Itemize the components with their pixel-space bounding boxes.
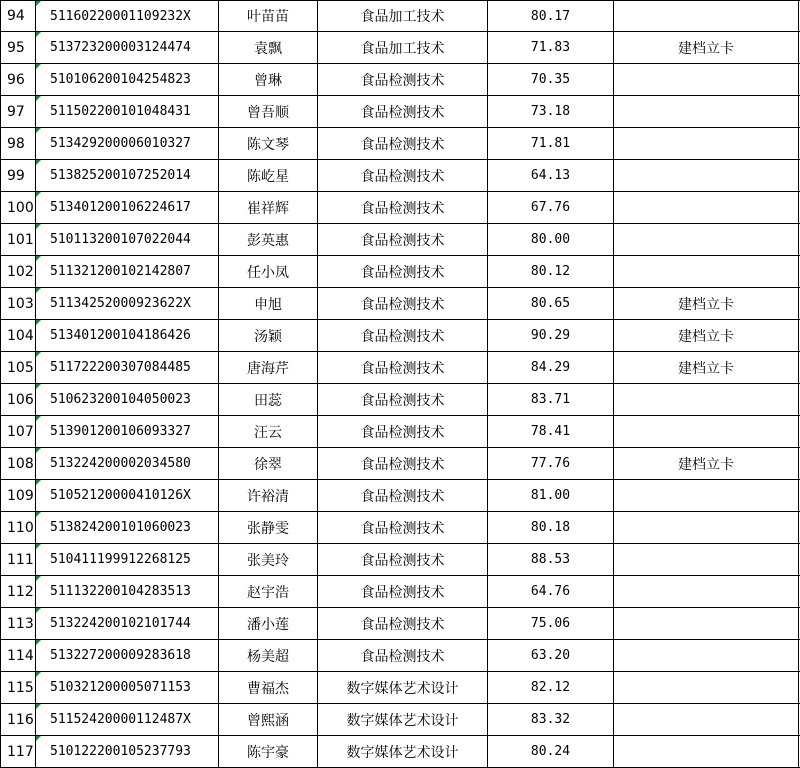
row-number-cell[interactable]: 116 bbox=[1, 704, 36, 736]
name-cell[interactable]: 许裕清 bbox=[219, 480, 318, 512]
table-row bbox=[1, 672, 800, 704]
score-cell[interactable]: 77.76 bbox=[488, 448, 614, 480]
table-row bbox=[1, 544, 800, 576]
id-number-cell[interactable]: 511722200307084485 bbox=[36, 352, 219, 384]
note-cell[interactable] bbox=[614, 576, 799, 608]
row-number-cell[interactable]: 110 bbox=[1, 512, 36, 544]
major-cell[interactable]: 数字媒体艺术设计 bbox=[318, 736, 488, 768]
major-cell[interactable]: 食品检测技术 bbox=[318, 480, 488, 512]
id-number-cell[interactable]: 510411199912268125 bbox=[36, 544, 219, 576]
major-cell[interactable]: 食品检测技术 bbox=[318, 608, 488, 640]
row-number-cell[interactable]: 107 bbox=[1, 416, 36, 448]
score-cell[interactable]: 90.29 bbox=[488, 320, 614, 352]
score-cell[interactable]: 80.17 bbox=[488, 1, 614, 32]
row-number-cell[interactable]: 115 bbox=[1, 672, 36, 704]
name-cell[interactable]: 袁飘 bbox=[219, 32, 318, 64]
note-cell[interactable] bbox=[614, 96, 799, 128]
note-cell[interactable] bbox=[614, 640, 799, 672]
row-number-cell[interactable]: 103 bbox=[1, 288, 36, 320]
score-cell[interactable]: 80.18 bbox=[488, 512, 614, 544]
note-cell[interactable] bbox=[614, 192, 799, 224]
id-number-cell[interactable]: 513401200106224617 bbox=[36, 192, 219, 224]
name-cell[interactable]: 杨美超 bbox=[219, 640, 318, 672]
name-cell[interactable]: 唐海芹 bbox=[219, 352, 318, 384]
major-cell[interactable]: 食品检测技术 bbox=[318, 544, 488, 576]
row-number-cell[interactable]: 98 bbox=[1, 128, 36, 160]
name-cell[interactable]: 崔祥辉 bbox=[219, 192, 318, 224]
major-cell[interactable]: 食品检测技术 bbox=[318, 384, 488, 416]
name-cell[interactable]: 徐翠 bbox=[219, 448, 318, 480]
name-cell[interactable]: 叶苗苗 bbox=[219, 1, 318, 32]
name-cell[interactable]: 申旭 bbox=[219, 288, 318, 320]
name-cell[interactable]: 彭英惠 bbox=[219, 224, 318, 256]
table-row bbox=[1, 640, 800, 672]
note-cell[interactable] bbox=[614, 704, 799, 736]
id-number-cell[interactable]: 510106200104254823 bbox=[36, 64, 219, 96]
row-number-cell[interactable]: 100 bbox=[1, 192, 36, 224]
row-number-cell[interactable]: 96 bbox=[1, 64, 36, 96]
id-number-cell[interactable]: 513825200107252014 bbox=[36, 160, 219, 192]
table-row bbox=[1, 96, 800, 128]
row-number-cell[interactable]: 102 bbox=[1, 256, 36, 288]
id-number-cell[interactable]: 51134252000923622X bbox=[36, 288, 219, 320]
major-cell[interactable]: 食品加工技术 bbox=[318, 1, 488, 32]
major-cell[interactable]: 食品检测技术 bbox=[318, 160, 488, 192]
note-cell[interactable] bbox=[614, 160, 799, 192]
id-number-cell[interactable]: 510321200005071153 bbox=[36, 672, 219, 704]
table-row bbox=[1, 352, 800, 384]
note-cell[interactable] bbox=[614, 224, 799, 256]
major-cell[interactable]: 食品检测技术 bbox=[318, 416, 488, 448]
score-cell[interactable]: 78.41 bbox=[488, 416, 614, 448]
table-row bbox=[1, 224, 800, 256]
row-number-cell[interactable]: 104 bbox=[1, 320, 36, 352]
score-cell[interactable]: 80.24 bbox=[488, 736, 614, 768]
id-number-cell[interactable]: 513824200101060023 bbox=[36, 512, 219, 544]
row-number-cell[interactable]: 117 bbox=[1, 736, 36, 768]
id-number-cell[interactable]: 51052120000410126X bbox=[36, 480, 219, 512]
name-cell[interactable]: 张静雯 bbox=[219, 512, 318, 544]
note-cell[interactable] bbox=[614, 480, 799, 512]
score-cell[interactable]: 64.76 bbox=[488, 576, 614, 608]
name-cell[interactable]: 陈屹星 bbox=[219, 160, 318, 192]
name-cell[interactable]: 汪云 bbox=[219, 416, 318, 448]
id-number-cell[interactable]: 513429200006010327 bbox=[36, 128, 219, 160]
note-cell[interactable] bbox=[614, 128, 799, 160]
row-number-cell[interactable]: 105 bbox=[1, 352, 36, 384]
id-number-cell[interactable]: 51160220001109232X bbox=[36, 1, 219, 32]
note-cell[interactable] bbox=[614, 672, 799, 704]
major-cell[interactable]: 食品检测技术 bbox=[318, 224, 488, 256]
score-cell[interactable]: 80.00 bbox=[488, 224, 614, 256]
row-number-cell[interactable]: 111 bbox=[1, 544, 36, 576]
score-cell[interactable]: 64.13 bbox=[488, 160, 614, 192]
table-row bbox=[1, 448, 800, 480]
name-cell[interactable]: 任小凤 bbox=[219, 256, 318, 288]
id-number-cell[interactable]: 511132200104283513 bbox=[36, 576, 219, 608]
score-cell[interactable]: 84.29 bbox=[488, 352, 614, 384]
table-row bbox=[1, 288, 800, 320]
name-cell[interactable]: 张美玲 bbox=[219, 544, 318, 576]
table-row bbox=[1, 1, 800, 32]
note-cell[interactable]: 建档立卡 bbox=[614, 288, 799, 320]
note-cell[interactable]: 建档立卡 bbox=[614, 320, 799, 352]
note-cell[interactable] bbox=[614, 384, 799, 416]
score-cell[interactable]: 88.53 bbox=[488, 544, 614, 576]
row-number-cell[interactable]: 97 bbox=[1, 96, 36, 128]
score-cell[interactable]: 71.81 bbox=[488, 128, 614, 160]
major-cell[interactable]: 食品检测技术 bbox=[318, 64, 488, 96]
name-cell[interactable]: 潘小莲 bbox=[219, 608, 318, 640]
major-cell[interactable]: 食品检测技术 bbox=[318, 96, 488, 128]
note-cell[interactable] bbox=[614, 1, 799, 32]
id-number-cell[interactable]: 51152420000112487X bbox=[36, 704, 219, 736]
name-cell[interactable]: 曹福杰 bbox=[219, 672, 318, 704]
score-cell[interactable]: 70.35 bbox=[488, 64, 614, 96]
row-number-cell[interactable]: 101 bbox=[1, 224, 36, 256]
name-cell[interactable]: 曾琳 bbox=[219, 64, 318, 96]
row-number-cell[interactable]: 108 bbox=[1, 448, 36, 480]
id-number-cell[interactable]: 513901200106093327 bbox=[36, 416, 219, 448]
note-cell[interactable]: 建档立卡 bbox=[614, 32, 799, 64]
name-cell[interactable]: 曾吾顺 bbox=[219, 96, 318, 128]
name-cell[interactable]: 陈宇豪 bbox=[219, 736, 318, 768]
name-cell[interactable]: 曾熙涵 bbox=[219, 704, 318, 736]
note-cell[interactable] bbox=[614, 608, 799, 640]
row-number-cell[interactable]: 94 bbox=[1, 1, 36, 32]
table-row bbox=[1, 480, 800, 512]
id-number-cell[interactable]: 511321200102142807 bbox=[36, 256, 219, 288]
id-number-cell[interactable]: 511502200101048431 bbox=[36, 96, 219, 128]
major-cell[interactable]: 食品检测技术 bbox=[318, 128, 488, 160]
score-cell[interactable]: 67.76 bbox=[488, 192, 614, 224]
score-cell[interactable]: 71.83 bbox=[488, 32, 614, 64]
row-number-cell[interactable]: 114 bbox=[1, 640, 36, 672]
table-row bbox=[1, 704, 800, 736]
id-number-cell[interactable]: 510623200104050023 bbox=[36, 384, 219, 416]
name-cell[interactable]: 田蕊 bbox=[219, 384, 318, 416]
major-cell[interactable]: 食品加工技术 bbox=[318, 32, 488, 64]
id-number-cell[interactable]: 510122200105237793 bbox=[36, 736, 219, 768]
note-cell[interactable] bbox=[614, 416, 799, 448]
id-number-cell[interactable]: 510113200107022044 bbox=[36, 224, 219, 256]
table-row bbox=[1, 64, 800, 96]
table-row bbox=[1, 256, 800, 288]
table-row bbox=[1, 32, 800, 64]
major-cell[interactable]: 数字媒体艺术设计 bbox=[318, 672, 488, 704]
major-cell[interactable]: 食品检测技术 bbox=[318, 512, 488, 544]
row-number-cell[interactable]: 106 bbox=[1, 384, 36, 416]
table-row bbox=[1, 160, 800, 192]
id-number-cell[interactable]: 513401200104186426 bbox=[36, 320, 219, 352]
score-cell[interactable]: 83.32 bbox=[488, 704, 614, 736]
major-cell[interactable]: 食品检测技术 bbox=[318, 288, 488, 320]
id-number-cell[interactable]: 513723200003124474 bbox=[36, 32, 219, 64]
row-number-cell[interactable]: 112 bbox=[1, 576, 36, 608]
note-cell[interactable] bbox=[614, 256, 799, 288]
id-number-cell[interactable]: 513224200002034580 bbox=[36, 448, 219, 480]
table-row bbox=[1, 608, 800, 640]
table-row bbox=[1, 128, 800, 160]
id-number-cell[interactable]: 513227200009283618 bbox=[36, 640, 219, 672]
score-cell[interactable]: 73.18 bbox=[488, 96, 614, 128]
major-cell[interactable]: 食品检测技术 bbox=[318, 192, 488, 224]
table-row bbox=[1, 384, 800, 416]
table-row bbox=[1, 320, 800, 352]
major-cell[interactable]: 食品检测技术 bbox=[318, 576, 488, 608]
major-cell[interactable]: 食品检测技术 bbox=[318, 352, 488, 384]
row-number-cell[interactable]: 99 bbox=[1, 160, 36, 192]
score-cell[interactable]: 63.20 bbox=[488, 640, 614, 672]
major-cell[interactable]: 食品检测技术 bbox=[318, 256, 488, 288]
id-number-cell[interactable]: 513224200102101744 bbox=[36, 608, 219, 640]
note-cell[interactable] bbox=[614, 544, 799, 576]
major-cell[interactable]: 食品检测技术 bbox=[318, 448, 488, 480]
name-cell[interactable]: 赵宇浩 bbox=[219, 576, 318, 608]
name-cell[interactable]: 陈文琴 bbox=[219, 128, 318, 160]
score-cell[interactable]: 83.71 bbox=[488, 384, 614, 416]
note-cell[interactable] bbox=[614, 736, 799, 768]
score-cell[interactable]: 75.06 bbox=[488, 608, 614, 640]
table-row bbox=[1, 576, 800, 608]
name-cell[interactable]: 汤颖 bbox=[219, 320, 318, 352]
score-cell[interactable]: 80.12 bbox=[488, 256, 614, 288]
table-row bbox=[1, 416, 800, 448]
row-number-cell[interactable]: 109 bbox=[1, 480, 36, 512]
score-cell[interactable]: 80.65 bbox=[488, 288, 614, 320]
table-row bbox=[1, 512, 800, 544]
note-cell[interactable] bbox=[614, 64, 799, 96]
note-cell[interactable] bbox=[614, 512, 799, 544]
row-number-cell[interactable]: 95 bbox=[1, 32, 36, 64]
note-cell[interactable]: 建档立卡 bbox=[614, 448, 799, 480]
major-cell[interactable]: 数字媒体艺术设计 bbox=[318, 704, 488, 736]
table-row bbox=[1, 736, 800, 768]
note-cell[interactable]: 建档立卡 bbox=[614, 352, 799, 384]
score-cell[interactable]: 82.12 bbox=[488, 672, 614, 704]
major-cell[interactable]: 食品检测技术 bbox=[318, 640, 488, 672]
row-number-cell[interactable]: 113 bbox=[1, 608, 36, 640]
score-cell[interactable]: 81.00 bbox=[488, 480, 614, 512]
table-row bbox=[1, 192, 800, 224]
major-cell[interactable]: 食品检测技术 bbox=[318, 320, 488, 352]
